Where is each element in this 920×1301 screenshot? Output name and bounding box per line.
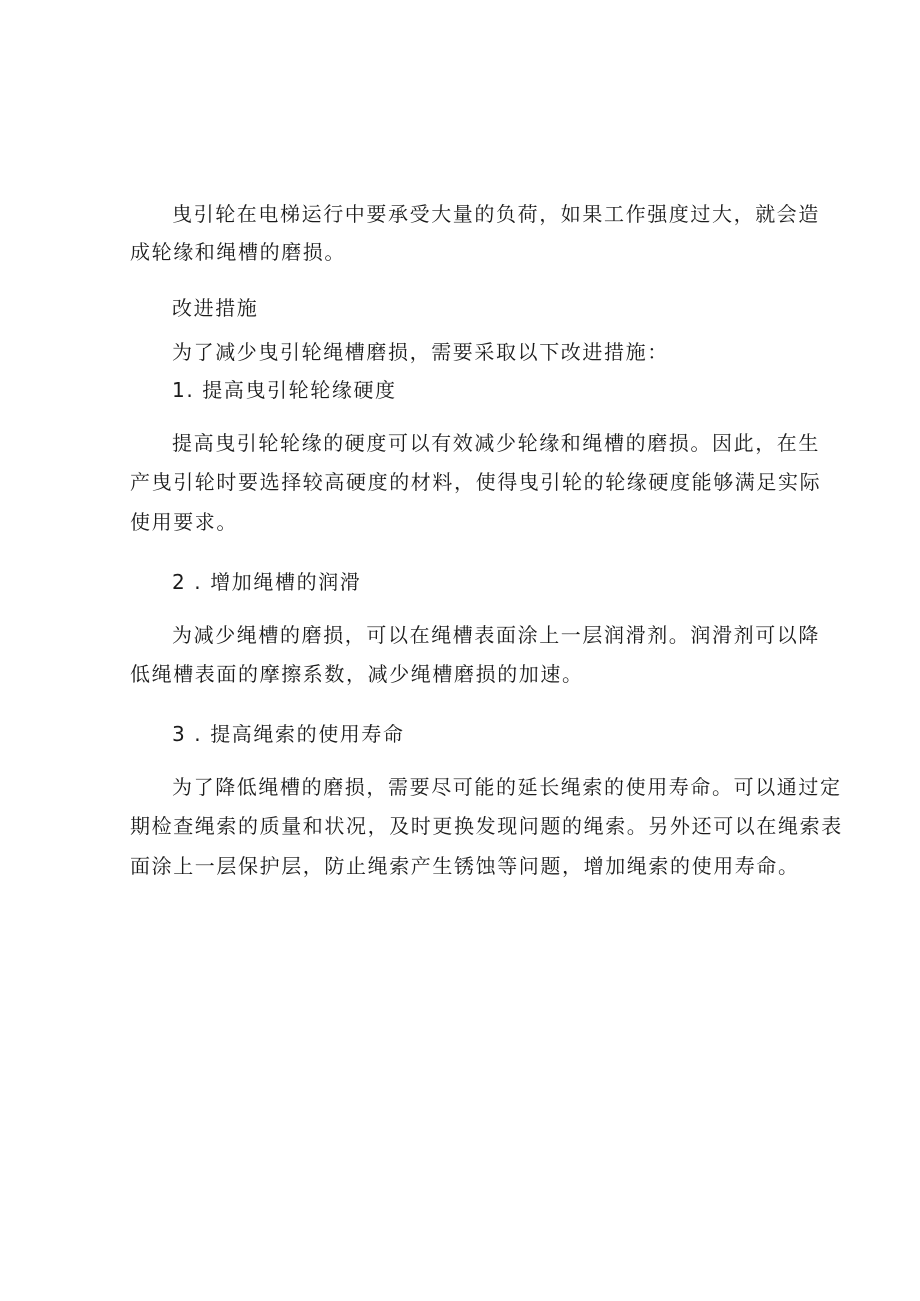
- item-1-line-1: 提高曳引轮轮缘的硬度可以有效减少轮缘和绳槽的磨损。因此，在生: [172, 431, 820, 455]
- intro-line-2: 成轮缘和绳槽的磨损。: [130, 240, 346, 264]
- item-1-heading: 1. 提高曳引轮轮缘硬度: [172, 378, 397, 402]
- item-3-line-1: 为了降低绳槽的磨损，需要尽可能的延长绳索的使用寿命。可以通过定: [172, 775, 842, 799]
- item-3-heading: 3 . 提高绳索的使用寿命: [172, 722, 405, 746]
- section-lead: 为了减少曳引轮绳槽磨损，需要采取以下改进措施：: [172, 340, 669, 364]
- section-title: 改进措施: [172, 296, 259, 320]
- intro-line-1: 曳引轮在电梯运行中要承受大量的负荷，如果工作强度过大，就会造: [172, 202, 820, 226]
- item-1-line-2: 产曳引轮时要选择较高硬度的材料，使得曳引轮的轮缘硬度能够满足实际: [130, 470, 822, 494]
- item-2-line-1: 为减少绳槽的磨损，可以在绳槽表面涂上一层润滑剂。润滑剂可以降: [172, 623, 820, 647]
- item-2-line-2: 低绳槽表面的摩擦系数，减少绳槽磨损的加速。: [130, 662, 584, 686]
- item-1-line-3: 使用要求。: [130, 510, 238, 534]
- item-2-heading: 2 . 增加绳槽的润滑: [172, 570, 362, 594]
- item-3-line-3: 面涂上一层保护层，防止绳索产生锈蚀等问题，增加绳索的使用寿命。: [130, 854, 800, 878]
- item-3-line-2: 期检查绳索的质量和状况，及时更换发现问题的绳索。另外还可以在绳索表: [130, 814, 843, 838]
